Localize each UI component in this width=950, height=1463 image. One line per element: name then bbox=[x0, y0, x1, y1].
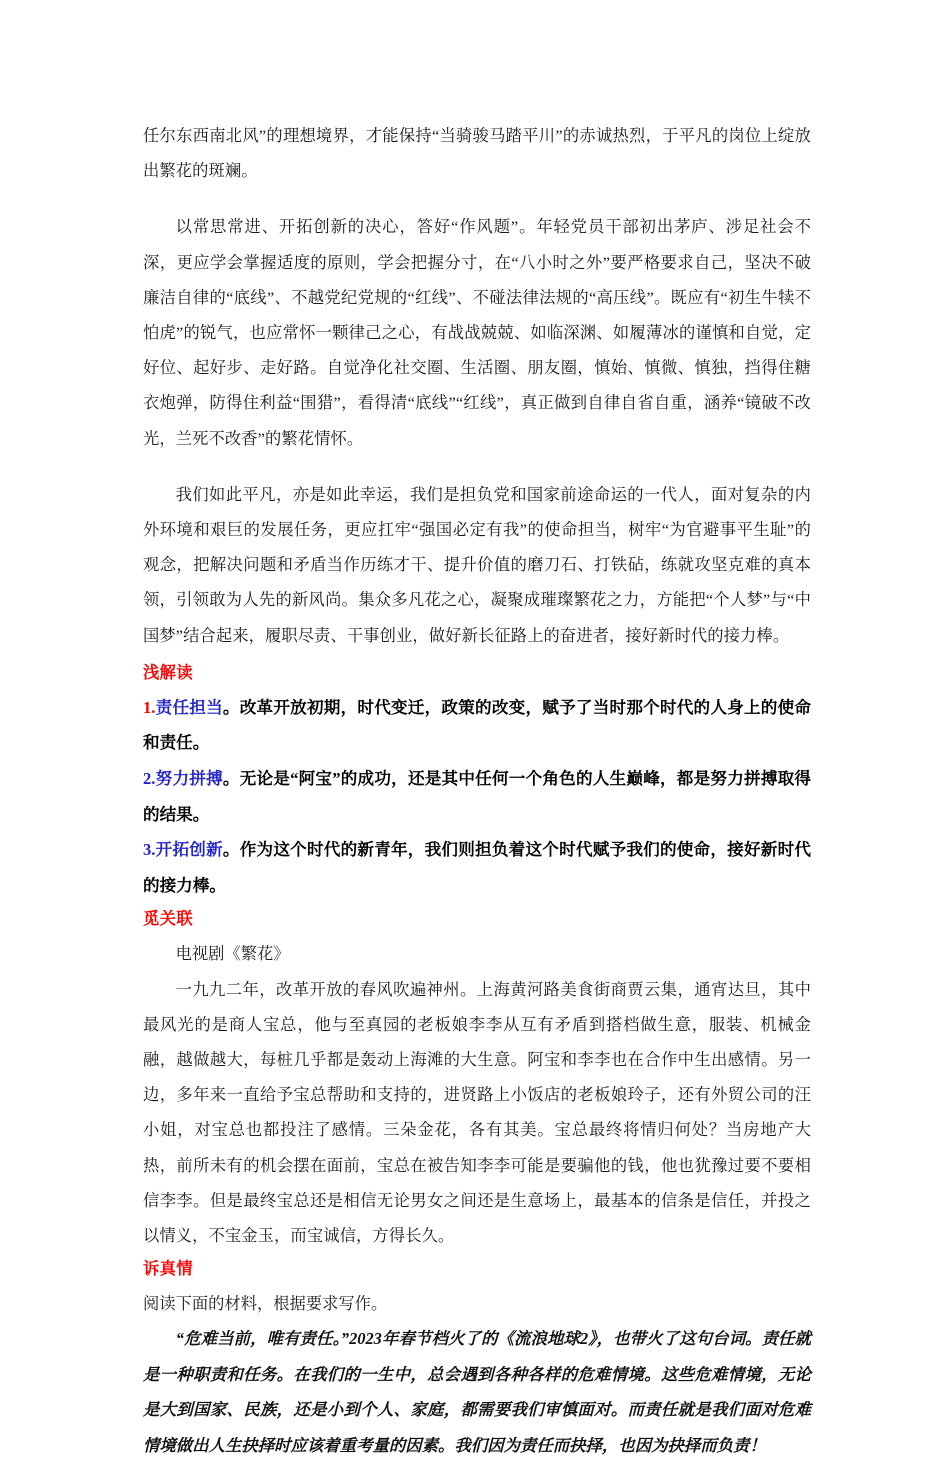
paragraph-continuation: 任尔东西南北风”的理想境界，才能保持“当骑骏马踏平川”的赤诚热烈，于平凡的岗位上绽放出繁花的斑斓。 bbox=[143, 126, 811, 181]
item-text: 作为这个时代的新青年，我们则担负着这个时代赋予我们的使命，接好新时代的接力棒。 bbox=[143, 840, 812, 895]
paragraph-work-style: 以常思常进、开拓创新的决心，答好“作风题”。年轻党员干部初出茅庐、涉足社会不深，更应学会掌握适度的原则，学会把握分寸，在“八小时之外”要严格要求自己，坚决不破廉洁自律的“底线”、不越党纪党规的“红线”、不碰法律法规的“高压线”。既应有“初生牛犊不怕虎”的锐气，也应常怀一颗律己之心，有战战兢兢、如临深渊、如履薄冰的谨慎和自觉，定好位、起好步、走好路。自觉净化社交圈、生活圈、朋友圈，慎始、慎微、慎独，挡得住糖衣炮弹，防得住利益“围猎”，看得清“底线”“红线”，真正做到自律自省自重，涵养“镜破不改光，兰死不改香”的繁花情怀。 bbox=[143, 217, 811, 448]
item-separator: 。 bbox=[222, 769, 240, 789]
paragraph-ordinary-fortunate: 我们如此平凡，亦是如此幸运，我们是担负党和国家前途命运的一代人，面对复杂的内外环境和艰巨的发展任务，更应扛牢“强国必定有我”的使命担当，树牢“为官避事平生耻”的观念，把解决问题和矛盾当作历练才干、提升价值的磨刀石、打铁砧，练就攻坚克难的真本领，引领敢为人先的新风尚。集众多凡花之心，凝聚成璀璨繁花之力，方能把“个人梦”与“中国梦”结合起来，履职尽责、干事创业，做好新长征路上的奋进者，接好新时代的接力棒。 bbox=[143, 484, 811, 645]
item-number: 1. bbox=[143, 697, 156, 717]
writing-instruction: 阅读下面的材料，根据要求写作。 bbox=[143, 1294, 388, 1314]
item-text: 改革开放初期，时代变迁，政策的改变，赋予了当时那个时代的人身上的使命和责任。 bbox=[143, 697, 812, 753]
item-number: 2. bbox=[143, 769, 156, 789]
section-heading-qian-jie-du: 浅解读 bbox=[143, 663, 194, 682]
item-text: 无论是“阿宝”的成功，还是其中任何一个角色的人生巅峰，都是努力拼搏取得的结果。 bbox=[143, 769, 812, 824]
item-number: 3. bbox=[143, 840, 156, 860]
analysis-item-2 bbox=[143, 761, 811, 832]
paragraph-drama-synopsis: 一九九二年，改革开放的春风吹遍神州。上海黄河路美食街商贾云集，通宵达旦，其中最风光的是商人宝总，他与至真园的老板娘李李从互有矛盾到搭档做生意，服装、机械金融，越做越大，每桩几乎都是轰动上海滩的大生意。阿宝和李李也在合作中生出感情。另一边，多年来一直给予宝总帮助和支持的，进贤路上小饭店的老板娘玲子，还有外贸公司的汪小姐，对宝总也都投注了感情。三朵金花，各有其美。宝总最终将情归何处？当房地产大热，前所未有的机会摆在面前，宝总在被告知李李可能是要骗他的钱，他也犹豫过要不要相信李李。但是最终宝总还是相信无论男女之间还是生意场上，最基本的信条是信任，并投之以情义，不宝金玉，而宝诚信，方得长久。 bbox=[143, 979, 811, 1246]
item-separator: 。 bbox=[222, 697, 240, 717]
section-heading-mi-guan-lian: 觅关联 bbox=[143, 910, 194, 929]
analysis-item-3 bbox=[143, 832, 811, 903]
item-separator: 。 bbox=[222, 840, 240, 860]
drama-title-line: 电视剧《繁花》 bbox=[175, 944, 290, 964]
item-keyword: 开拓创新 bbox=[155, 840, 223, 860]
paragraph-writing-material: “危难当前，唯有责任。”2023年春节档火了的《流浪地球2》，也带火了这句台词。责任就是一种职责和任务。在我们的一生中，总会遇到各种各样的危难情境。这些危难情境，无论是大到国家、民族，还是小到个人、家庭，都需要我们审慎面对。而责任就是我们面对危难情境做出人生抉择时应该着重考量的因素。我们因为责任而抉择，也因为抉择而负责！ bbox=[143, 1329, 811, 1455]
analysis-item-1 bbox=[143, 690, 811, 761]
item-keyword: 责任担当 bbox=[155, 697, 223, 717]
section-heading-su-zhen-qing: 诉真情 bbox=[143, 1260, 194, 1279]
document-body bbox=[143, 118, 811, 1463]
item-keyword: 努力拼搏 bbox=[155, 769, 223, 789]
